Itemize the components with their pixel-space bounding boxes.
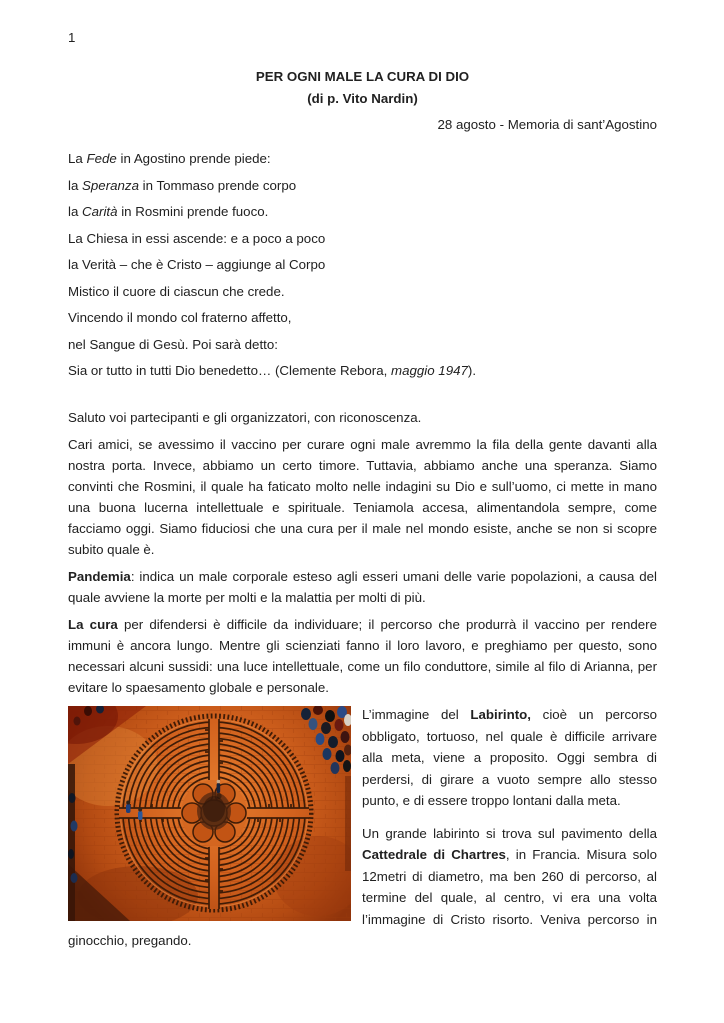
figure-section bbox=[68, 704, 657, 963]
poem-line: La Chiesa in essi ascende: e a poco a poco bbox=[68, 230, 326, 246]
paragraph-chartres: Un grande labirinto si trova sul pavimento della Cattedrale di Chartres, in Francia. Misura solo 12metri di diametro, ma ben 260 di percorso, al termine del quale, al centro, vi era una volta l’immagine di Cristo risorto. Veniva percorso in ginocchio, pregando. bbox=[68, 825, 657, 949]
document-title: PER OGNI MALE LA CURA DI DIO bbox=[255, 69, 470, 84]
paragraph-cari-amici: Cari amici, se avessimo il vaccino per curare ogni male avremmo la fila della gente davanti alla nostra porta. Invece, abbiamo un certo timore. Tuttavia, abbiamo anche una speranza. Siamo convinti che Rosmini, il quale ha faticato molto nelle indagini su Dio e sull’uomo, ci mette in mano una buona lucerna intellettuale e spirituale. Teniamola accesa, alimentandola sempre, come facciamo oggi. Siamo fiduciosi che una cura per il male nel mondo esiste, anche se non si scopre subito quale è. bbox=[68, 437, 657, 558]
labyrinth-photo-graphic bbox=[68, 706, 351, 921]
poem-line: la Speranza in Tommaso prende corpo bbox=[68, 177, 297, 193]
paragraph-la-cura: La cura per difendersi è difficile da individuare; il percorso che produrrà il vaccino per rendere immuni è ancora lungo. Mentre gli scienziati fanno il loro lavoro, e preghiamo per questo, sono necessari alcuni sussidi: una luce intellettuale, come un filo conduttore, simile al filo di Arianna, per evitare lo spaesamento globale e personale. bbox=[68, 617, 657, 696]
document-byline: (di p. Vito Nardin) bbox=[307, 91, 418, 106]
poem-line: la Carità in Rosmini prende fuoco. bbox=[68, 204, 269, 220]
poem-line: Vincendo il mondo col fraterno affetto, bbox=[68, 310, 292, 326]
poem-line: la Verità – che è Cristo – aggiunge al Corpo bbox=[68, 257, 326, 273]
poem-line: nel Sangue di Gesù. Poi sarà detto: bbox=[68, 336, 278, 352]
dateline: 28 agosto - Memoria di sant’Agostino bbox=[437, 117, 657, 132]
paragraph-greeting: Saluto voi partecipanti e gli organizzatori, con riconoscenza. bbox=[68, 410, 422, 426]
paragraph-labirinto: L’immagine del Labirinto, cioè un percorso obbligato, tortuoso, nel quale è difficile arrivare alla meta, viene a proposito. Oggi sembra di perdersi, di girare a vuoto sempre allo stesso punto, e di essere troppo lontani dalla meta. bbox=[362, 707, 658, 809]
poem-line: Sia or tutto in tutti Dio benedetto… (Clemente Rebora, maggio 1947). bbox=[68, 363, 477, 379]
poem-line: La Fede in Agostino prende piede: bbox=[68, 151, 271, 167]
poem-section bbox=[68, 148, 657, 381]
title-block bbox=[68, 66, 657, 110]
paragraph-pandemia: Pandemia: indica un male corporale esteso agli esseri umani delle varie popolazioni, a causa del quale avviene la morte per molti e la malattia per molti di più. bbox=[68, 569, 657, 606]
page-number: 1 bbox=[68, 30, 76, 45]
labyrinth-aerial-photo bbox=[68, 706, 351, 921]
poem-line: Mistico il cuore di ciascun che crede. bbox=[68, 283, 285, 299]
